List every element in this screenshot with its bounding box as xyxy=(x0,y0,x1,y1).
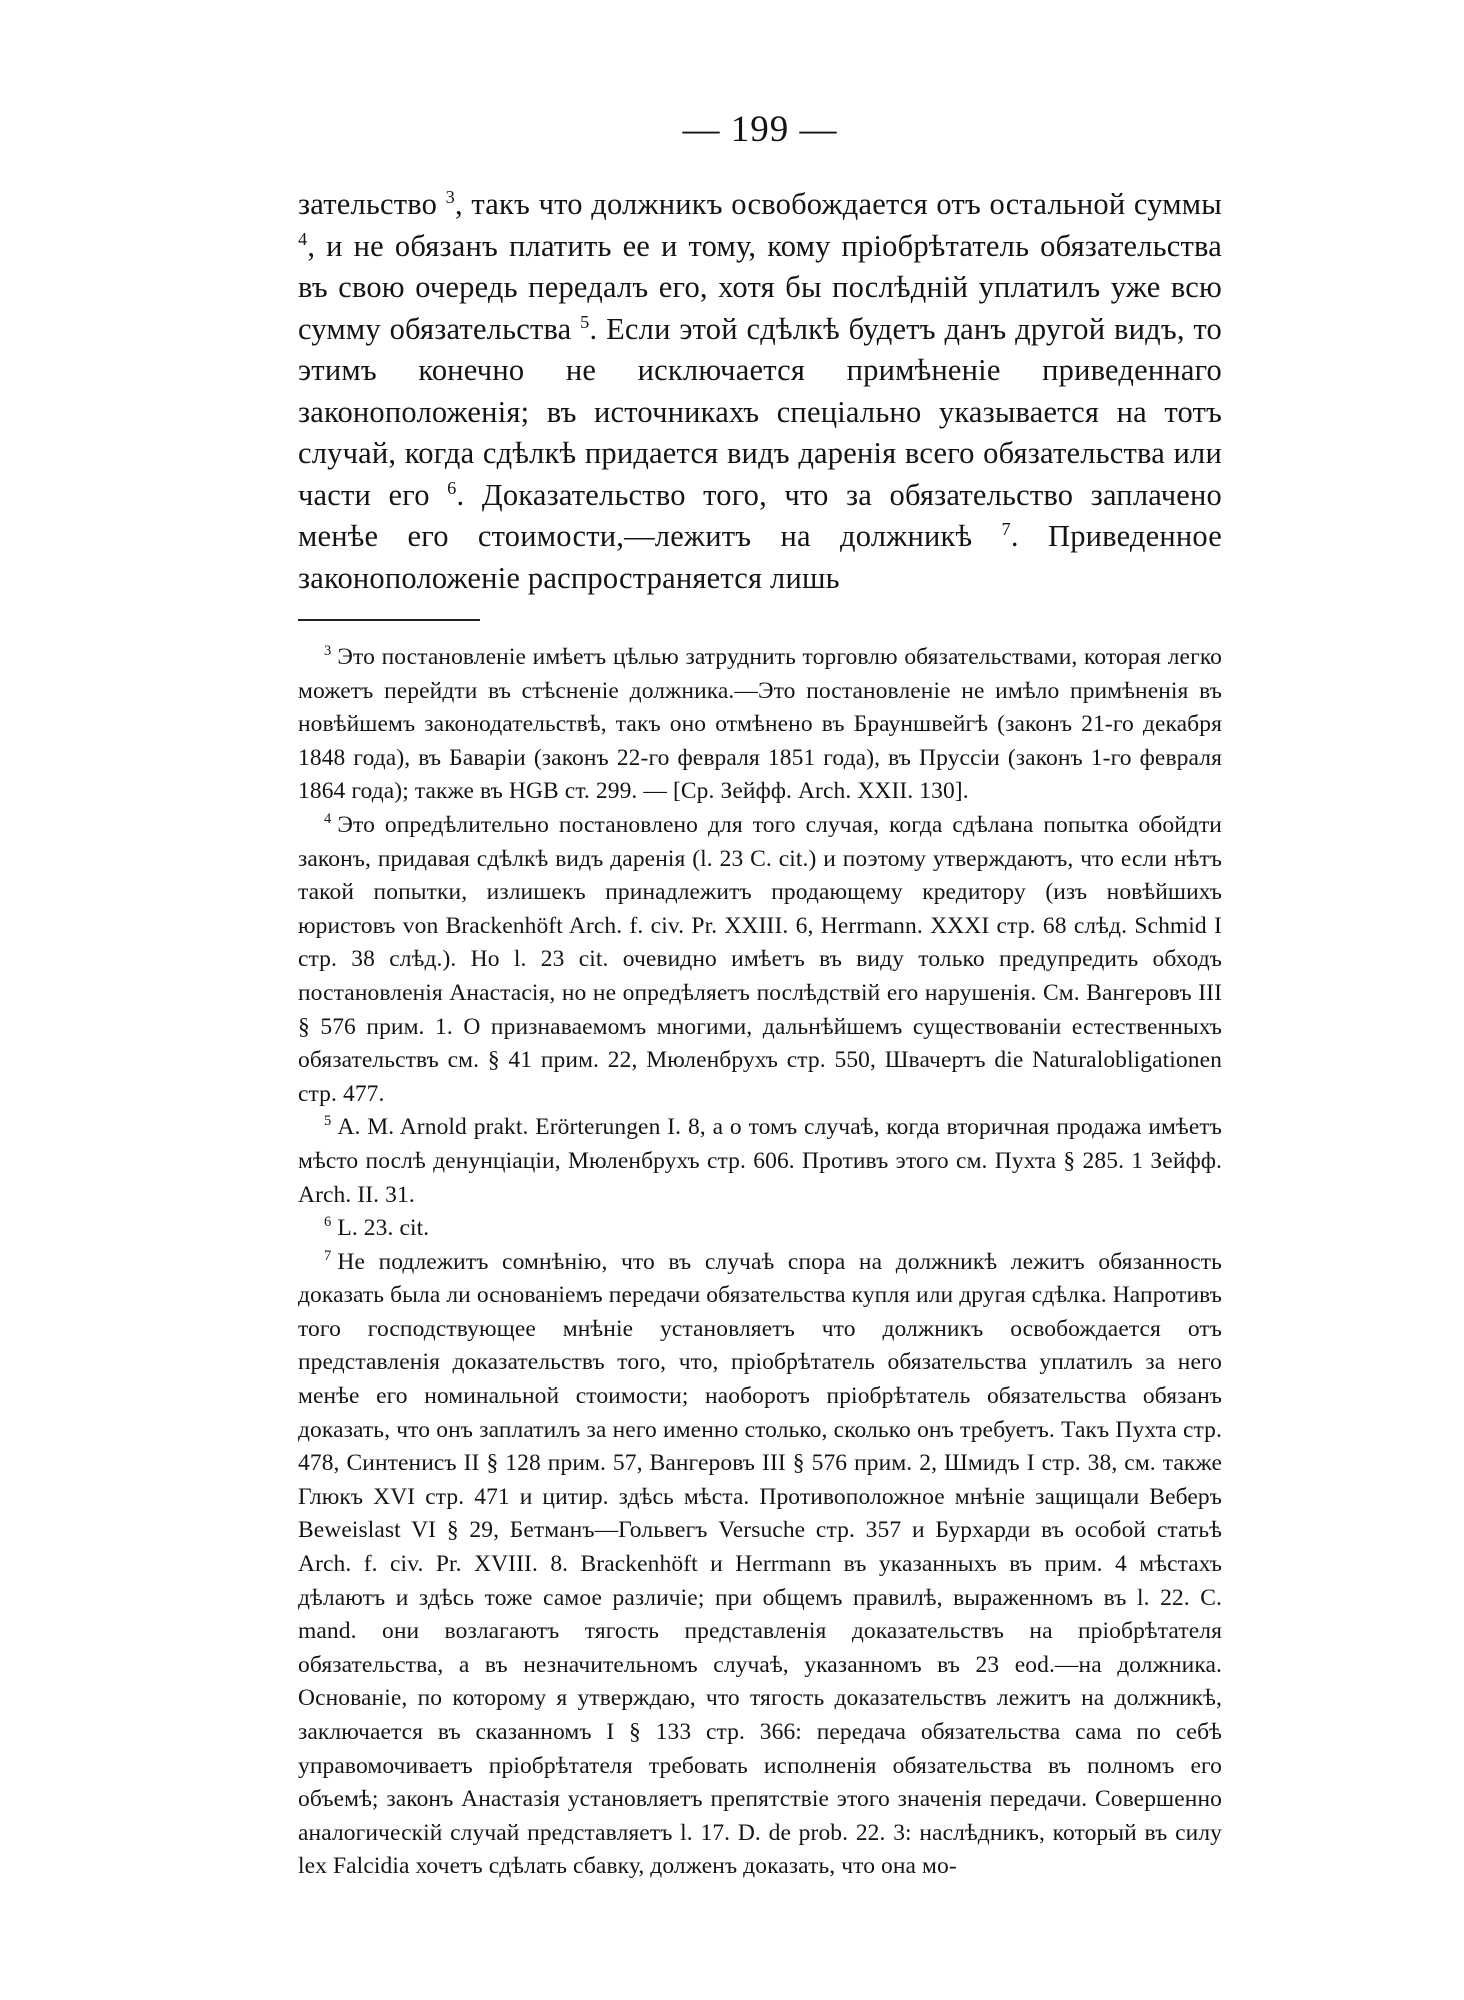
footnote-4 xyxy=(298,809,1222,1111)
footnote-6 xyxy=(298,1212,1222,1246)
footnote-mark: 7 xyxy=(324,1247,332,1264)
footnote-mark: 6 xyxy=(324,1214,332,1231)
footnote-mark: 4 xyxy=(324,811,332,828)
footnote-separator xyxy=(298,619,480,621)
footnote-text: L. 23. cit. xyxy=(337,1215,430,1242)
footnotes xyxy=(298,641,1222,1884)
text-run: зательство xyxy=(298,187,446,221)
footnote-text: A. M. Arnold prakt. Erörterungen I. 8, а о томъ случаѣ, когда вторичная продажа имѣетъ мѣсто послѣ денунціаціи, Мюленбрухъ стр. 606. Противъ этого см. Пухта § 285. 1 Зейфф. Arch. II. 31. xyxy=(298,1114,1222,1208)
footnote-7 xyxy=(298,1246,1222,1884)
footnote-text: Не подлежитъ сомнѣнію, что въ случаѣ спора на должникѣ лежитъ обязанность доказать была ли основаніемъ передачи обязательства купля или другая сдѣлка. Напротивъ того господствующее мнѣніе установляетъ что должникъ освобождается отъ представленія доказательствъ того, что, пріобрѣтатель обязательства уплатилъ за него менѣе его номинальной стоимости; наоборотъ пріобрѣтатель обязательства обязанъ доказать, что онъ заплатилъ за него именно столько, сколько онъ требуетъ. Такъ Пухта стр. 478, Синтенисъ II § 128 прим. 57, Вангеровъ III § 576 прим. 2, Шмидъ I стр. 38, см. также Глюкъ XVI стр. 471 и цитир. здѣсь мѣста. Противоположное мнѣніе защищали Веберъ Beweislast VI § 29, Бетманъ—Гольвегъ Versuche стр. 357 и Бурхарди въ особой статьѣ Arch. f. civ. Pr. XVIII. 8. Brackenhöft и Herrmann въ указанныхъ въ прим. 4 мѣстахъ дѣлаютъ и здѣсь тоже самое различіе; при общемъ правилѣ, выраженномъ въ l. 22. C. mand. они возлагаютъ тягость представленія доказательствъ на пріобрѣтателя обязательства, а въ незначительномъ случаѣ, указанномъ въ 23 eod.—на должника. Основаніе, по которому я утверждаю, что тягость доказательствъ лежитъ на должникѣ, заключается въ сказанномъ I § 133 стр. 366: передача обязательства сама по себѣ управомочиваетъ пріобрѣтателя требовать исполненія обязательства въ полномъ его объемѣ; законъ Анастазія установляетъ препятствіе этого значенія передачи. Совершенно аналогическій случай представляетъ l. 17. D. de prob. 22. 3: наслѣдникъ, который въ силу lex Falcidia хочетъ сдѣлать сбавку, долженъ доказать, что она мо- xyxy=(298,1248,1222,1880)
page-number: — 199 — xyxy=(682,109,838,150)
main-paragraph xyxy=(298,184,1222,599)
footnote-text: Это постановленіе имѣетъ цѣлью затруднить торговлю обязательствами, которая легко можетъ перейдти въ стѣсненіе должника.—Это постановленіе не имѣло примѣненія въ новѣйшемъ законодательствѣ, такъ оно отмѣнено въ Брауншвейгѣ (законъ 21-го декабря 1848 года), въ Баваріи (законъ 22-го февраля 1851 года), въ Пруссіи (законъ 1-го февраля 1864 года); также въ HGB ст. 299. — [Ср. Зейфф. Arch. XXII. 130]. xyxy=(298,644,1222,805)
text-run: . Доказательство того, что за обязательство заплачено менѣе его стоимости,—лежитъ на должникѣ xyxy=(298,477,1222,553)
text-run: , и не обязанъ платить ее и тому, кому пріобрѣтатель обязательства въ свою очередь передалъ его, хотя бы послѣдній уплатилъ уже всю сумму обязательства xyxy=(298,228,1222,346)
text-run: , такъ что должникъ освобождается отъ остальной суммы xyxy=(455,187,1222,221)
footnote-3 xyxy=(298,641,1222,809)
footnote-ref: 3 xyxy=(445,186,456,207)
footnote-5 xyxy=(298,1111,1222,1212)
footnote-mark: 5 xyxy=(324,1113,332,1130)
footnote-ref: 5 xyxy=(580,311,590,332)
footnote-ref: 7 xyxy=(1001,518,1011,539)
footnote-mark: 3 xyxy=(324,643,332,660)
main-text xyxy=(298,184,1222,599)
footnote-ref: 6 xyxy=(447,477,457,498)
footnote-ref: 4 xyxy=(298,228,308,249)
book-page xyxy=(298,110,1222,1884)
text-run: . Приведенное законоположеніе распространяется лишь xyxy=(298,519,1222,595)
footnote-text: Это опредѣлительно постановлено для того случая, когда сдѣлана попытка обойдти законъ, придавая сдѣлкѣ видъ даренія (l. 23 C. cit.) и поэтому утверждаютъ, что если нѣтъ такой попытки, излишекъ принадлежитъ продающему кредитору (изъ новѣйшихъ юристовъ von Brackenhöft Arch. f. civ. Pr. XXIII. 6, Herrmann. XXXI стр. 68 слѣд. Schmid I стр. 38 слѣд.). Но l. 23 cit. очевидно имѣетъ въ виду только предупредить обходъ постановленія Анастасія, но не опредѣляетъ послѣдствій его нарушенія. См. Вангеровъ III § 576 прим. 1. О признаваемомъ многими, дальнѣйшемъ существованіи естественныхъ обязательствъ см. § 41 прим. 22, Мюленбрухъ стр. 550, Швачертъ die Naturalobligationen стр. 477. xyxy=(298,811,1222,1107)
text-run: . Если этой сдѣлкѣ будетъ данъ другой видъ, то этимъ конечно не исключается примѣненіе приведеннаго законоположенія; въ источникахъ спеціально указывается на тотъ случай, когда сдѣлкѣ придается видъ даренія всего обязательства или части его xyxy=(298,311,1222,512)
